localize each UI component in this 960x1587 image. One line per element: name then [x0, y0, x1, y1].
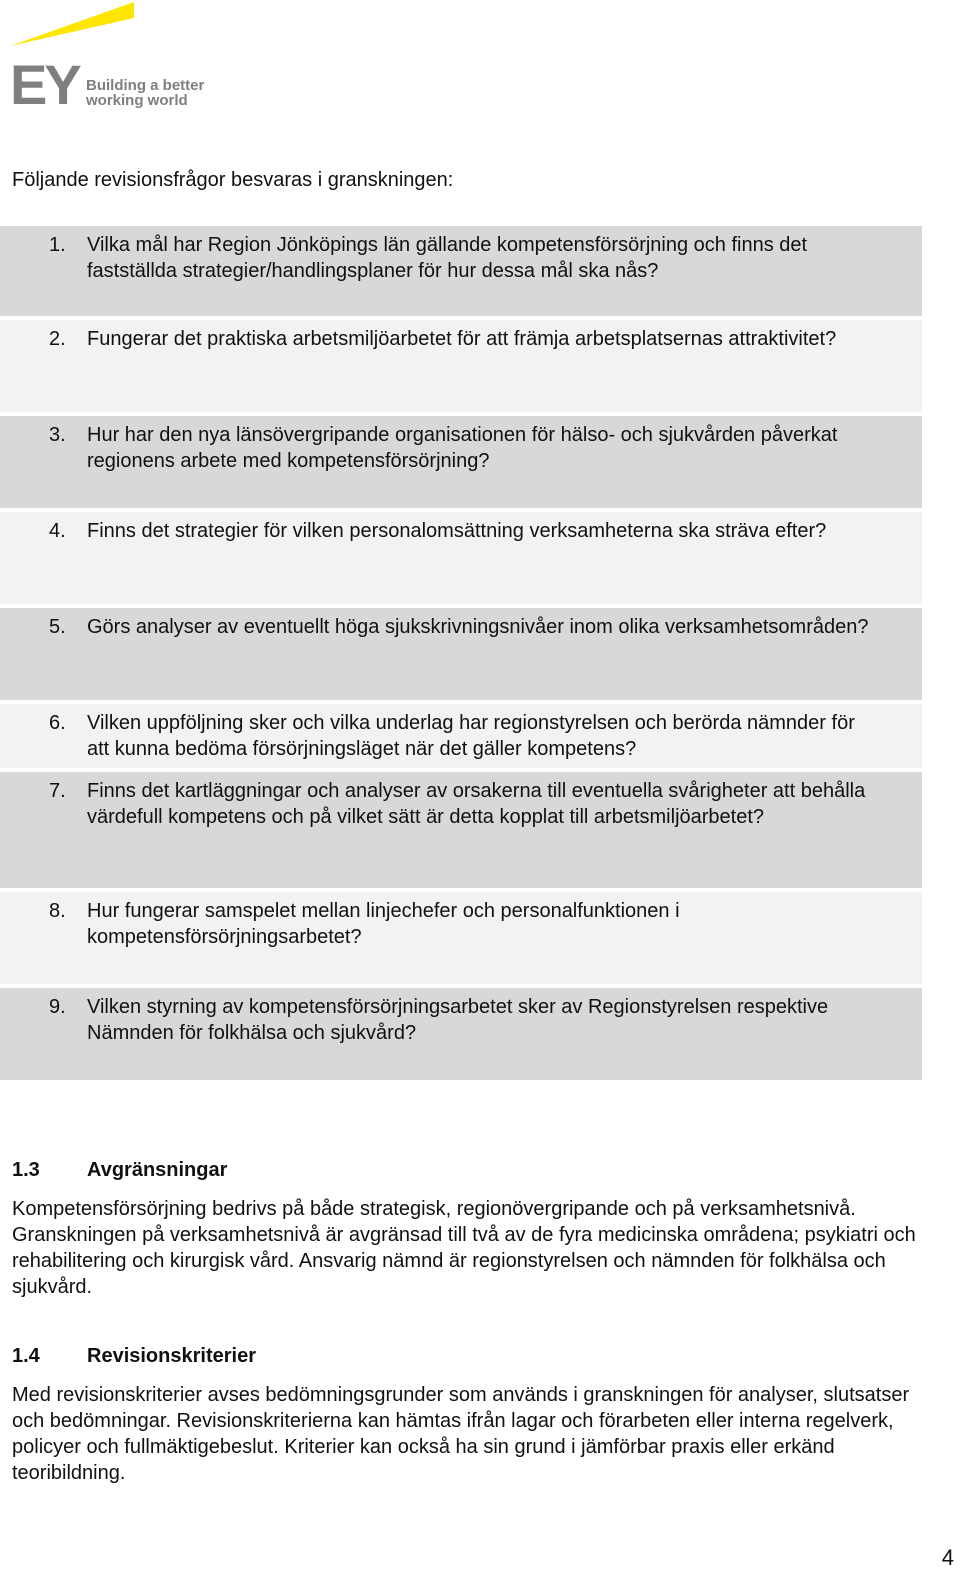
section-number: 1.3 — [12, 1159, 40, 1181]
question-number: 1. — [49, 234, 66, 256]
question-item-2 — [0, 320, 922, 416]
question-item-8 — [0, 892, 922, 988]
question-number: 3. — [49, 424, 66, 446]
section-heading-revisionskriterier — [12, 1343, 256, 1369]
question-number: 6. — [49, 712, 66, 734]
question-text: Finns det kartläggningar och analyser av orsakerna till eventuella svårigheter att behålla värdefull kompetens och på vilket sätt är detta kopplat till arbetsmiljöarbetet? — [87, 780, 866, 828]
section-number: 1.4 — [12, 1345, 40, 1367]
question-item-1 — [0, 226, 922, 320]
section-body-avgransningar: Kompetensförsörjning bedrivs på både strategisk, regionövergripande och på verksamhetsnivå. Granskningen på verksamhetsnivå är avgränsad till två av de fyra medicinska områdena; psykiatri och rehabilitering och kirurgisk vård. Ansvarig nämnd är regionstyrelsen och nämnden för folkhälsa och sjukvård. — [12, 1198, 916, 1298]
question-number: 4. — [49, 520, 66, 542]
section-body-revisionskriterier: Med revisionskriterier avses bedömningsgrunder som används i granskningen för analyser, slutsatser och bedömningar. Revisionskriterierna kan hämtas ifrån lagar och förarbeten eller interna regelverk, policyer och fullmäktigebeslut. Kriterier kan också ha sin grund i jämförbar praxis eller erkänd teoribildning. — [12, 1384, 910, 1484]
ey-logo — [10, 0, 210, 110]
question-item-7 — [0, 772, 922, 892]
question-text: Görs analyser av eventuellt höga sjukskrivningsnivåer inom olika verksamhetsområden? — [87, 616, 869, 638]
question-number: 7. — [49, 780, 66, 802]
intro-text: Följande revisionsfrågor besvaras i granskningen: — [12, 169, 454, 191]
question-item-9 — [0, 988, 922, 1084]
ey-logo-mark: EY — [10, 53, 79, 110]
question-item-6 — [0, 704, 922, 772]
section-heading-avgransningar — [12, 1157, 227, 1183]
question-number: 2. — [49, 328, 66, 350]
question-number: 9. — [49, 996, 66, 1018]
question-text: Fungerar det praktiska arbetsmiljöarbetet för att främja arbetsplatsernas attraktivitet? — [87, 328, 837, 350]
question-text: Vilken styrning av kompetensförsörjningsarbetet sker av Regionstyrelsen respektive Nämnden för folkhälsa och sjukvård? — [87, 996, 829, 1044]
section-title: Revisionskriterier — [87, 1345, 256, 1367]
question-item-4 — [0, 512, 922, 608]
question-text: Hur har den nya länsövergripande organisationen för hälso- och sjukvården påverkat regionens arbete med kompetensförsörjning? — [87, 424, 838, 472]
question-number: 5. — [49, 616, 66, 638]
page-number: 4 — [941, 1545, 954, 1570]
question-text: Hur fungerar samspelet mellan linjechefer och personalfunktionen i kompetensförsörjningsarbetet? — [87, 900, 680, 948]
question-text: Vilka mål har Region Jönköpings län gällande kompetensförsörjning och finns det fastställda strategier/handlingsplaner för hur dessa mål ska nås? — [87, 234, 808, 282]
question-list — [0, 226, 922, 1084]
question-item-3 — [0, 416, 922, 512]
question-text: Vilken uppföljning sker och vilka underlag har regionstyrelsen och berörda nämnder för att kunna bedöma försörjningsläget när det gäller kompetens? — [87, 712, 855, 760]
question-text: Finns det strategier för vilken personalomsättning verksamheterna ska sträva efter? — [87, 520, 827, 542]
question-number: 8. — [49, 900, 66, 922]
question-item-5 — [0, 608, 922, 704]
section-title: Avgränsningar — [87, 1159, 228, 1181]
ey-tagline-line1: Building a better — [86, 77, 205, 94]
ey-tagline-line2: working world — [86, 92, 188, 109]
